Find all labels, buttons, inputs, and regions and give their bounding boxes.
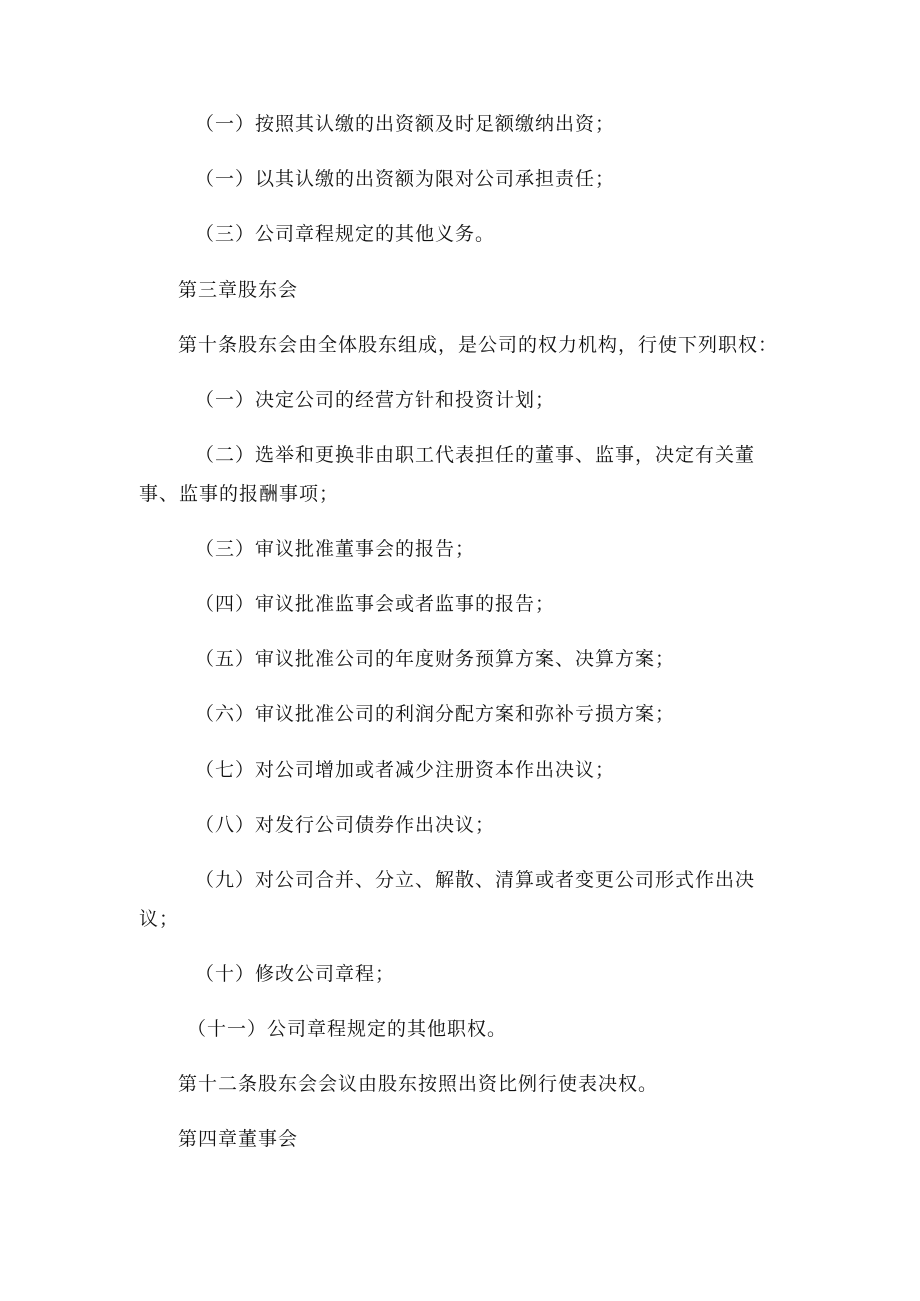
power-item-5: （五）审议批准公司的年度财务预算方案、决算方案； xyxy=(195,648,676,670)
chapter-three-heading: 第三章股东会 xyxy=(178,279,299,301)
power-item-2-line-1: （二）选举和更换非由职工代表担任的董事、监事，决定有关董 xyxy=(195,444,756,466)
obligation-item-3: （三）公司章程规定的其他义务。 xyxy=(195,223,496,245)
article-ten: 第十条股东会由全体股东组成，是公司的权力机构，行使下列职权： xyxy=(178,334,779,356)
power-item-3: （三）审议批准董事会的报告； xyxy=(195,538,476,560)
power-item-9-line-1: （九）对公司合并、分立、解散、清算或者变更公司形式作出决 xyxy=(195,869,756,891)
power-item-2-line-2: 事、监事的报酬事项； xyxy=(139,483,340,505)
chapter-four-heading: 第四章董事会 xyxy=(178,1128,299,1150)
power-item-4: （四）审议批准监事会或者监事的报告； xyxy=(195,593,556,615)
power-item-1: （一）决定公司的经营方针和投资计划； xyxy=(195,389,556,411)
power-item-8: （八）对发行公司债券作出决议； xyxy=(195,814,496,836)
power-item-11: （十一）公司章程规定的其他职权。 xyxy=(187,1018,508,1040)
article-twelve: 第十二条股东会会议由股东按照出资比例行使表决权。 xyxy=(178,1073,659,1095)
power-item-7: （七）对公司增加或者减少注册资本作出决议； xyxy=(195,759,616,781)
power-item-10: （十）修改公司章程； xyxy=(195,963,396,985)
power-item-6: （六）审议批准公司的利润分配方案和弥补亏损方案； xyxy=(195,703,676,725)
obligation-item-1: （一）按照其认缴的出资额及时足额缴纳出资； xyxy=(195,113,616,135)
power-item-9-line-2: 议； xyxy=(139,908,180,930)
obligation-item-2: （一）以其认缴的出资额为限对公司承担责任； xyxy=(195,168,616,190)
